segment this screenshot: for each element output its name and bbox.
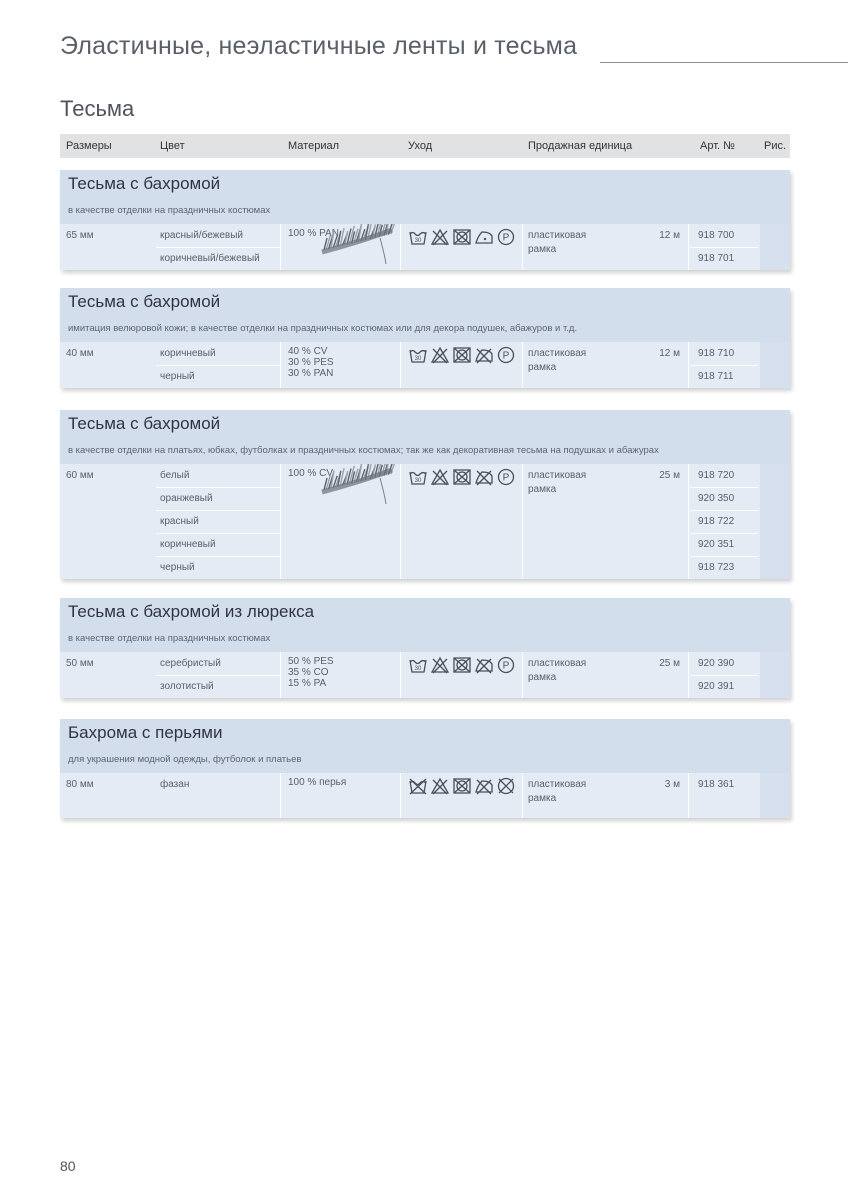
color-value: оранжевый	[160, 493, 213, 504]
column-size: Размеры	[66, 140, 112, 152]
product-group	[60, 410, 790, 579]
wash-30-icon	[408, 656, 428, 674]
no-wash-icon	[408, 777, 428, 795]
group-subtitle: в качестве отделки на праздничных костюмах	[68, 633, 271, 644]
column-divider	[688, 652, 689, 698]
article-number: 918 361	[698, 779, 735, 790]
dry-clean-p-icon	[496, 228, 516, 246]
group-body	[60, 652, 790, 698]
unit-length: 12 м	[659, 348, 680, 359]
column-divider	[688, 224, 689, 270]
dry-clean-p-icon	[496, 656, 516, 674]
unit-value: рамка	[528, 484, 557, 495]
material-value: 100 % перья	[288, 777, 347, 788]
color-value: белый	[160, 470, 190, 481]
group-subtitle: в качестве отделки на платьях, юбках, футболках и праздничных костюмах; так же как декоративная тесьма на подушках и абажурах	[68, 445, 659, 456]
fringe-swatch-icon	[320, 464, 400, 509]
row-divider	[690, 675, 758, 676]
group-title: Тесьма с бахромой из люрекса	[68, 602, 315, 621]
no-chlorine-icon	[430, 228, 450, 246]
unit-length: 25 м	[659, 658, 680, 669]
wash-30-icon	[408, 228, 428, 246]
group-header	[60, 598, 790, 652]
svg-text:P: P	[502, 472, 510, 484]
no-iron-icon	[474, 777, 494, 795]
product-swatch	[320, 224, 400, 274]
material-value: 30 % PES	[288, 357, 334, 368]
material-value: 100 % PAN	[288, 228, 339, 239]
group-title: Тесьма с бахромой	[68, 292, 221, 311]
group-body	[60, 342, 790, 388]
column-divider	[280, 652, 281, 698]
row-divider	[690, 510, 758, 511]
no-iron-icon	[474, 656, 494, 674]
column-divider	[522, 773, 523, 818]
column-divider	[522, 342, 523, 388]
page-title: Эластичные, неэластичные ленты и тесьма	[60, 32, 578, 60]
no-iron-icon	[474, 346, 494, 364]
row-divider	[690, 247, 758, 248]
row-divider	[156, 533, 280, 534]
group-body	[60, 464, 790, 579]
column-divider	[280, 224, 281, 270]
wash-30-icon	[408, 346, 428, 364]
svg-text:30: 30	[414, 238, 422, 244]
color-value: коричневый	[160, 348, 216, 359]
row-divider	[156, 510, 280, 511]
group-header	[60, 288, 790, 342]
row-divider	[690, 533, 758, 534]
article-number: 918 723	[698, 562, 735, 573]
article-number: 918 720	[698, 470, 735, 481]
dry-clean-p-icon	[496, 346, 516, 364]
color-value: черный	[160, 371, 195, 382]
picture-cell	[760, 652, 790, 698]
row-divider	[156, 487, 280, 488]
svg-text:P: P	[502, 232, 510, 244]
article-number: 920 351	[698, 539, 735, 550]
size-value: 50 мм	[66, 658, 94, 669]
article-number: 920 350	[698, 493, 735, 504]
article-number: 918 701	[698, 253, 735, 264]
group-subtitle: имитация велюровой кожи; в качестве отделки на праздничных костюмах или для декора подушек, абажуров и т.д.	[68, 323, 578, 334]
no-iron-icon	[474, 468, 494, 486]
column-unit: Продажная единица	[528, 140, 633, 152]
row-divider	[690, 487, 758, 488]
row-divider	[690, 365, 758, 366]
unit-length: 3 м	[664, 779, 680, 790]
product-group	[60, 719, 790, 818]
title-divider	[600, 62, 848, 63]
column-material: Материал	[288, 140, 339, 152]
material-value: 15 % PA	[288, 678, 327, 689]
iron-low-icon	[474, 228, 494, 246]
product-group	[60, 288, 790, 388]
row-divider	[156, 675, 280, 676]
group-subtitle: для украшения модной одежды, футболок и платьев	[68, 754, 302, 765]
size-value: 40 мм	[66, 348, 94, 359]
picture-cell	[760, 342, 790, 388]
column-divider	[280, 773, 281, 818]
group-title: Тесьма с бахромой	[68, 414, 221, 433]
no-tumble-dry-icon	[452, 777, 472, 795]
no-chlorine-icon	[430, 468, 450, 486]
row-divider	[156, 365, 280, 366]
material-value: 40 % CV	[288, 346, 328, 357]
column-divider	[400, 773, 401, 818]
article-number: 918 722	[698, 516, 735, 527]
column-divider	[522, 652, 523, 698]
column-divider	[522, 224, 523, 270]
column-art: Арт. №	[700, 140, 735, 152]
svg-text:P: P	[502, 350, 510, 362]
unit-value: рамка	[528, 362, 557, 373]
care-symbols	[408, 656, 516, 674]
group-body	[60, 224, 790, 270]
color-value: фазан	[160, 779, 190, 790]
column-divider	[688, 773, 689, 818]
column-pic: Рис.	[764, 140, 787, 152]
group-title: Тесьма с бахромой	[68, 174, 221, 193]
size-value: 60 мм	[66, 470, 94, 481]
column-header-row	[60, 134, 790, 158]
wash-30-icon	[408, 468, 428, 486]
picture-cell	[760, 224, 790, 270]
svg-text:30: 30	[414, 478, 422, 484]
color-value: черный	[160, 562, 195, 573]
unit-value: рамка	[528, 672, 557, 683]
product-group	[60, 170, 790, 270]
unit-value: рамка	[528, 793, 557, 804]
care-symbols	[408, 346, 516, 364]
column-divider	[280, 342, 281, 388]
no-tumble-dry-icon	[452, 468, 472, 486]
column-care: Уход	[408, 140, 433, 152]
page-number: 80	[60, 1158, 76, 1174]
column-divider	[280, 464, 281, 579]
article-number: 918 711	[698, 371, 734, 382]
unit-value: пластиковая	[528, 470, 587, 481]
unit-value: рамка	[528, 244, 557, 255]
product-group	[60, 598, 790, 698]
no-tumble-dry-icon	[452, 346, 472, 364]
no-chlorine-icon	[430, 656, 450, 674]
column-divider	[400, 464, 401, 579]
dry-clean-p-icon	[496, 468, 516, 486]
article-number: 918 700	[698, 230, 735, 241]
article-number: 920 391	[698, 681, 735, 692]
size-value: 80 мм	[66, 779, 94, 790]
size-value: 65 мм	[66, 230, 94, 241]
group-header	[60, 410, 790, 464]
article-number: 920 390	[698, 658, 735, 669]
color-value: коричневый/бежевый	[160, 253, 260, 264]
svg-text:P: P	[502, 660, 510, 672]
row-divider	[156, 556, 280, 557]
material-value: 100 % CV	[288, 468, 334, 479]
color-value: серебристый	[160, 658, 221, 669]
color-value: красный	[160, 516, 199, 527]
article-number: 918 710	[698, 348, 735, 359]
no-chlorine-icon	[430, 777, 450, 795]
column-divider	[522, 464, 523, 579]
unit-value: пластиковая	[528, 779, 587, 790]
group-body	[60, 773, 790, 818]
group-header	[60, 170, 790, 224]
unit-length: 25 м	[659, 470, 680, 481]
care-symbols	[408, 777, 516, 795]
color-value: золотистый	[160, 681, 214, 692]
color-value: красный/бежевый	[160, 230, 243, 241]
no-tumble-dry-icon	[452, 228, 472, 246]
no-dry-clean-icon	[496, 777, 516, 795]
no-tumble-dry-icon	[452, 656, 472, 674]
group-title: Бахрома с перьями	[68, 723, 223, 742]
material-value: 50 % PES	[288, 656, 334, 667]
svg-text:30: 30	[414, 666, 422, 672]
column-divider	[400, 224, 401, 270]
care-symbols	[408, 228, 516, 246]
product-swatch	[320, 464, 400, 514]
picture-cell	[760, 773, 790, 818]
svg-text:30: 30	[414, 356, 422, 362]
column-divider	[400, 652, 401, 698]
column-divider	[688, 464, 689, 579]
column-divider	[400, 342, 401, 388]
group-header	[60, 719, 790, 773]
row-divider	[156, 247, 280, 248]
picture-cell	[760, 464, 790, 579]
section-title: Тесьма	[60, 96, 135, 121]
material-value: 35 % CO	[288, 667, 329, 678]
unit-value: пластиковая	[528, 658, 587, 669]
material-value: 30 % PAN	[288, 368, 334, 379]
unit-value: пластиковая	[528, 230, 587, 241]
unit-length: 12 м	[659, 230, 680, 241]
care-symbols	[408, 468, 516, 486]
color-value: коричневый	[160, 539, 216, 550]
column-color: Цвет	[160, 140, 185, 152]
row-divider	[690, 556, 758, 557]
column-divider	[688, 342, 689, 388]
group-subtitle: в качестве отделки на праздничных костюмах	[68, 205, 271, 216]
fringe-swatch-icon	[320, 224, 400, 269]
no-chlorine-icon	[430, 346, 450, 364]
unit-value: пластиковая	[528, 348, 587, 359]
